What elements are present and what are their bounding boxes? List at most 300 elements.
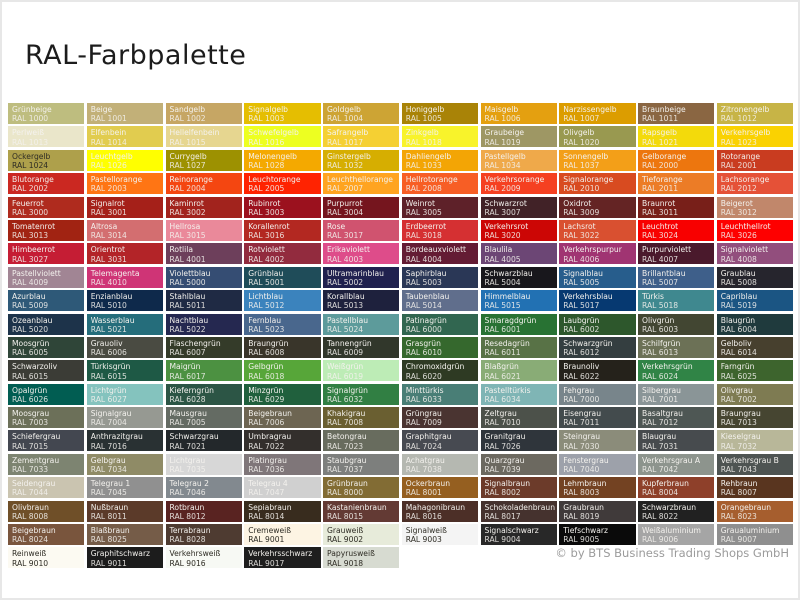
color-name: Beigerot [720,198,753,208]
color-name: Staubgrau [327,455,367,465]
color-name: Olivbraun [12,502,49,512]
color-swatch [638,337,714,358]
color-swatch [402,337,478,358]
color-ral-code: RAL 5015 [484,301,521,311]
color-name: Nußbraun [90,502,129,512]
color-swatch [8,150,84,171]
color-swatch [87,150,163,171]
color-swatch [166,267,242,288]
color-swatch [87,220,163,241]
color-swatch [559,267,635,288]
color-swatch [402,126,478,147]
color-swatch [402,407,478,428]
color-ral-code: RAL 2001 [720,160,757,170]
color-ral-code: RAL 1024 [12,160,49,170]
color-name: Telegrau 4 [248,479,288,489]
color-name: Quarzgrau [484,455,525,465]
color-ral-code: RAL 7012 [642,418,679,428]
color-name: Verkehrsrot [484,221,529,231]
color-name: Braunbeige [642,105,686,114]
color-swatch [559,430,635,451]
color-name: Himbeerrot [12,245,55,255]
color-swatch [244,384,320,405]
color-swatch [8,384,84,405]
color-ral-code: RAL 8015 [327,511,364,521]
color-swatch [717,290,793,311]
color-ral-code: RAL 5008 [720,277,757,287]
color-swatch [559,150,635,171]
color-swatch [166,314,242,335]
color-ral-code: RAL 7040 [563,465,600,475]
color-swatch [244,220,320,241]
color-name: Verkehrsschwarz [248,549,313,559]
color-name: Mausgrau [169,409,207,419]
color-ral-code: RAL 5017 [563,301,600,311]
color-swatch [402,524,478,545]
color-ral-code: RAL 8024 [12,535,49,545]
color-ral-code: RAL 8017 [484,511,521,521]
color-name: Lehmbraun [563,479,607,489]
color-name: Patinagrün [405,315,447,325]
color-ral-code: RAL 5021 [90,324,127,334]
color-name: Braungrau [720,409,761,419]
color-ral-code: RAL 7044 [12,488,49,498]
color-ral-code: RAL 6003 [642,324,679,334]
color-swatch [481,173,557,194]
color-swatch [402,384,478,405]
color-name: Fenstergrau [563,455,609,465]
color-ral-code: RAL 3004 [327,207,364,217]
color-name: Perlweiß [12,128,44,138]
color-ral-code: RAL 5009 [12,301,49,311]
color-swatch [717,267,793,288]
color-name: Signalviolett [720,245,769,255]
color-ral-code: RAL 3017 [327,231,364,241]
color-name: Signalgelb [248,105,288,114]
color-swatch [559,501,635,522]
color-name: Achatgrau [405,455,445,465]
color-ral-code: RAL 6004 [720,324,757,334]
color-swatch [87,501,163,522]
color-swatch [87,337,163,358]
color-ral-code: RAL 3007 [484,207,521,217]
color-ral-code: RAL 3011 [642,207,679,217]
color-swatch [559,477,635,498]
color-ral-code: RAL 5000 [169,277,206,287]
color-ral-code: RAL 1014 [90,137,127,147]
color-ral-code: RAL 3001 [90,207,127,217]
color-name: Grauweiß [327,526,364,536]
color-name: Schwarzgrau [169,432,219,442]
color-name: Maisgelb [484,105,519,114]
color-swatch [323,290,399,311]
color-name: Grauoliv [90,338,123,348]
color-name: Silbergrau [642,385,681,395]
color-name: Kaminrot [169,198,204,208]
color-ral-code: RAL 7003 [12,418,49,428]
color-swatch [8,103,84,124]
color-ral-code: RAL 3000 [12,207,49,217]
color-ral-code: RAL 9002 [327,535,364,545]
color-ral-code: RAL 9006 [642,535,679,545]
color-ral-code: RAL 8011 [90,511,127,521]
color-swatch [166,430,242,451]
color-swatch [402,290,478,311]
color-ral-code: RAL 2003 [90,184,127,194]
color-ral-code: RAL 2007 [327,184,364,194]
color-name: Rubinrot [248,198,281,208]
color-swatch [166,173,242,194]
color-swatch [8,360,84,381]
color-swatch [166,243,242,264]
color-ral-code: RAL 1000 [12,114,49,124]
color-ral-code: RAL 2009 [484,184,521,194]
color-name: Melonengelb [248,151,297,161]
color-ral-code: RAL 1007 [563,114,600,124]
color-ral-code: RAL 5020 [12,324,49,334]
color-name: Papyrusweiß [327,549,375,559]
color-ral-code: RAL 3020 [484,231,521,241]
color-ral-code: RAL 9007 [720,535,757,545]
color-ral-code: RAL 2012 [720,184,757,194]
color-name: Zeltgrau [484,409,517,419]
color-ral-code: RAL 3009 [563,207,600,217]
color-swatch [8,501,84,522]
color-swatch [481,103,557,124]
color-swatch [87,267,163,288]
color-name: Graphitgrau [405,432,452,442]
color-ral-code: RAL 6018 [248,371,285,381]
color-name: Leuchtgelb [90,151,133,161]
color-swatch [638,407,714,428]
color-ral-code: RAL 8014 [248,511,285,521]
color-ral-code: RAL 3015 [169,231,206,241]
color-swatch [638,103,714,124]
color-ral-code: RAL 4004 [405,254,442,264]
color-swatch [481,524,557,545]
color-swatch [8,197,84,218]
color-swatch [638,384,714,405]
color-swatch [323,220,399,241]
color-name: Grünbraun [327,479,368,489]
color-swatch [323,173,399,194]
color-name: Verkehrsgrau A [642,455,701,465]
color-swatch [323,524,399,545]
color-name: Beigebraun [248,409,292,419]
color-swatch [717,524,793,545]
color-ral-code: RAL 7030 [563,441,600,451]
color-name: Türkis [642,292,664,302]
color-swatch [559,524,635,545]
color-swatch [8,477,84,498]
color-swatch [559,454,635,475]
color-name: Graualuminium [720,526,780,536]
page-title: RAL-Farbpalette [25,40,247,71]
color-ral-code: RAL 6024 [642,371,679,381]
color-swatch [481,290,557,311]
color-name: Enzianblau [90,292,133,302]
color-swatch [323,360,399,381]
color-ral-code: RAL 6019 [327,371,364,381]
color-name: Anthrazitgrau [90,432,143,442]
color-name: Gelbgrün [248,362,284,372]
color-swatch [323,477,399,498]
color-ral-code: RAL 7010 [484,418,521,428]
color-ral-code: RAL 6033 [405,394,442,404]
color-swatch [166,384,242,405]
color-swatch [166,477,242,498]
color-ral-code: RAL 1021 [642,137,679,147]
color-swatch [244,430,320,451]
color-name: Olivgrün [642,315,675,325]
color-ral-code: RAL 3027 [12,254,49,264]
color-ral-code: RAL 5019 [720,301,757,311]
color-swatch [244,407,320,428]
color-swatch [638,314,714,335]
color-name: Taubenblau [405,292,450,302]
color-name: Tannengrün [327,338,372,348]
color-ral-code: RAL 6001 [484,324,521,334]
color-ral-code: RAL 6027 [90,394,127,404]
color-ral-code: RAL 3013 [12,231,49,241]
color-ral-code: RAL 4010 [90,277,127,287]
color-grid [8,103,793,568]
color-ral-code: RAL 1004 [327,114,364,124]
color-name: Feuerrot [12,198,44,208]
color-name: Eisengrau [563,409,602,419]
color-name: Lichtgrau [169,455,206,465]
color-name: Schwarzblau [484,268,533,278]
color-name: Verkehrsblau [563,292,613,302]
color-name: Signalblau [563,268,603,278]
color-swatch [481,126,557,147]
color-ral-code: RAL 7000 [563,394,600,404]
color-swatch [87,477,163,498]
color-name: Grüngrau [405,409,442,419]
color-swatch [559,243,635,264]
color-name: Erdbeerrot [405,221,447,231]
color-ral-code: RAL 4003 [327,254,364,264]
color-ral-code: RAL 2010 [563,184,600,194]
color-swatch [717,501,793,522]
color-name: Blaugrau [642,432,677,442]
color-name: Khakigrau [327,409,366,419]
color-swatch [559,103,635,124]
color-swatch [166,501,242,522]
color-name: Chromoxidgrün [405,362,465,372]
color-swatch [8,173,84,194]
color-name: Kieferngrün [169,385,214,395]
color-ral-code: RAL 6021 [484,371,521,381]
color-name: Verkehrsorange [484,175,545,185]
color-name: Rapsgelb [642,128,677,138]
color-name: Pastellviolett [12,268,61,278]
color-ral-code: RAL 8019 [563,511,600,521]
color-name: Flaschengrün [169,338,221,348]
color-swatch [87,103,163,124]
color-swatch [87,314,163,335]
color-swatch [481,384,557,405]
color-name: Verkehrsgrün [642,362,693,372]
color-swatch [323,384,399,405]
color-ral-code: RAL 7016 [90,441,127,451]
color-ral-code: RAL 9017 [248,558,285,568]
color-ral-code: RAL 5004 [484,277,521,287]
color-ral-code: RAL 7009 [405,418,442,428]
color-ral-code: RAL 2004 [169,184,206,194]
color-name: Ockerbraun [405,479,451,489]
color-ral-code: RAL 6026 [12,394,49,404]
color-name: Steingrau [563,432,601,442]
color-swatch [8,243,84,264]
color-swatch [244,290,320,311]
color-name: Laubgrün [563,315,600,325]
color-name: Schwarzbraun [642,502,697,512]
color-ral-code: RAL 4002 [248,254,285,264]
color-ral-code: RAL 7004 [90,418,127,428]
color-ral-code: RAL 7022 [248,441,285,451]
color-swatch [638,477,714,498]
color-swatch [166,360,242,381]
color-ral-code: RAL 5007 [642,277,679,287]
color-name: Rotlila [169,245,194,255]
color-swatch [559,314,635,335]
color-swatch [559,407,635,428]
color-swatch [402,197,478,218]
color-name: Rehbraun [720,479,758,489]
color-name: Signalrot [90,198,125,208]
color-ral-code: RAL 8001 [405,488,442,498]
color-ral-code: RAL 3026 [720,231,757,241]
color-swatch [8,314,84,335]
color-ral-code: RAL 5003 [405,277,442,287]
color-ral-code: RAL 7006 [248,418,285,428]
color-name: Safrangelb [327,128,369,138]
color-swatch [559,337,635,358]
color-name: Schiefergrau [12,432,61,442]
color-swatch [244,337,320,358]
color-name: Tomatenrot [12,221,56,231]
color-name: Schilfgrün [642,338,681,348]
color-swatch [244,243,320,264]
color-ral-code: RAL 7023 [327,441,364,451]
color-ral-code: RAL 5011 [169,301,206,311]
color-name: Hellelfenbein [169,128,220,138]
color-ral-code: RAL 1016 [248,137,285,147]
color-ral-code: RAL 1003 [248,114,285,124]
color-ral-code: RAL 8016 [405,511,442,521]
color-swatch [87,360,163,381]
color-swatch [481,477,557,498]
color-swatch [244,173,320,194]
color-name: Signalorange [563,175,614,185]
color-name: Dahliengelb [405,151,452,161]
color-ral-code: RAL 4001 [169,254,206,264]
color-ral-code: RAL 6006 [90,348,127,358]
color-name: Pastellgelb [484,151,526,161]
color-ral-code: RAL 6028 [169,394,206,404]
color-name: Graubeige [484,128,525,138]
color-ral-code: RAL 5023 [248,324,285,334]
color-name: Olivgelb [563,128,595,138]
color-ral-code: RAL 7015 [12,441,49,451]
color-ral-code: RAL 6012 [563,348,600,358]
color-name: Leuchtrot [642,221,679,231]
color-ral-code: RAL 5005 [563,277,600,287]
color-ral-code: RAL 1032 [327,160,364,170]
color-swatch [638,173,714,194]
color-name: Gelboliv [720,338,752,348]
color-swatch [166,290,242,311]
color-name: Rotbraun [169,502,205,512]
color-name: Verkehrsgelb [720,128,771,138]
color-swatch [638,524,714,545]
color-name: Azurblau [12,292,46,302]
color-ral-code: RAL 1019 [484,137,521,147]
color-swatch [638,267,714,288]
color-ral-code: RAL 7011 [563,418,600,428]
color-swatch [244,267,320,288]
color-name: Minttürkis [405,385,444,395]
color-swatch [638,150,714,171]
color-ral-code: RAL 6002 [563,324,600,334]
color-name: Oxidrot [563,198,592,208]
color-name: Rotorange [720,151,761,161]
color-name: Wasserblau [90,315,135,325]
color-name: Moosgrau [12,409,50,419]
color-ral-code: RAL 9018 [327,558,364,568]
color-name: Tieforange [642,175,683,185]
color-swatch [402,360,478,381]
color-swatch [559,360,635,381]
color-swatch [402,477,478,498]
color-ral-code: RAL 1012 [720,114,757,124]
color-swatch [481,243,557,264]
color-name: Blaulila [484,245,513,255]
color-name: Orientrot [90,245,125,255]
color-ral-code: RAL 6032 [327,394,364,404]
color-name: Minzgrün [248,385,284,395]
color-swatch [323,454,399,475]
color-ral-code: RAL 6015 [90,371,127,381]
color-ral-code: RAL 8023 [720,511,757,521]
color-swatch [166,197,242,218]
color-swatch [559,384,635,405]
color-swatch [244,360,320,381]
color-swatch [717,430,793,451]
color-swatch [481,407,557,428]
color-swatch [244,197,320,218]
color-swatch [323,407,399,428]
color-swatch [8,407,84,428]
color-swatch [717,314,793,335]
color-name: Telemagenta [90,268,140,278]
color-name: Pastelltürkis [484,385,531,395]
color-ral-code: RAL 5002 [327,277,364,287]
color-name: Umbragrau [248,432,292,442]
color-swatch [87,430,163,451]
color-name: Grünbeige [12,105,52,114]
color-swatch [717,220,793,241]
color-name: Braunoliv [563,362,600,372]
color-name: Granitgrau [484,432,526,442]
color-ral-code: RAL 7045 [90,488,127,498]
color-ral-code: RAL 7033 [12,465,49,475]
color-name: Signalweiß [405,526,447,536]
color-name: Kupferbraun [642,479,689,489]
color-name: Braunrot [642,198,676,208]
color-ral-code: RAL 5022 [169,324,206,334]
